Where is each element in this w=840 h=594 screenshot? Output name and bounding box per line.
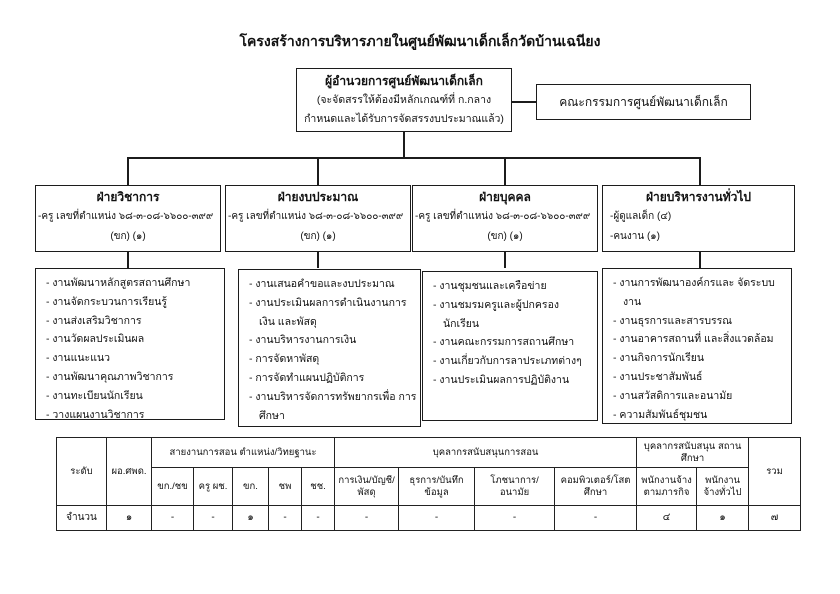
- duty-item: - งานแนะแนว: [46, 352, 111, 365]
- dept-staff-line: -ผู้ดูแลเด็ก (๔): [610, 211, 672, 222]
- sub-header: พนักงาน จ้างทั่วไป: [697, 468, 749, 506]
- duty-item: - งานทะเบียนนักเรียน: [46, 389, 143, 402]
- col-header-director: ผอ.ศพด.: [107, 438, 152, 506]
- col-group-support-school: บุคลากรสนับสนุน สถานศึกษา: [637, 438, 749, 468]
- sub-header: คอมพิวเตอร์/โสตศึกษา: [555, 468, 637, 506]
- duty-item: - งานประชาสัมพันธ์: [613, 370, 703, 383]
- director-box-line1: ผู้อำนวยการศูนย์พัฒนาเด็กเล็ก: [325, 74, 483, 88]
- col-header-level: ระดับ: [57, 438, 107, 506]
- col-group-support-teaching: บุคลากรสนับสนุนการสอน: [335, 438, 637, 468]
- cell-value: -: [152, 506, 194, 531]
- connector-line: [317, 157, 319, 185]
- sub-header: ครู ผช.: [194, 468, 233, 506]
- duty-item: - งานวัดผลประเมินผล: [46, 333, 145, 346]
- col-group-teaching: สายงานการสอน ตำแหน่ง/วิทยฐานะ: [152, 438, 335, 468]
- cell-value: -: [399, 506, 475, 531]
- dept-position-line: -ครู เลขที่ตำแหน่ง ๖๘-๓-๐๘-๖๖๐๐-๓๙๙: [228, 211, 404, 222]
- sub-header: ขก./ชข: [152, 468, 194, 506]
- committee-box: [536, 84, 751, 120]
- sub-header: โภชนาการ/อนามัย: [475, 468, 555, 506]
- duty-item: - การจัดหาพัสดุ: [249, 353, 320, 366]
- sub-header: ชช.: [302, 468, 335, 506]
- director-box: [296, 68, 512, 132]
- page-title: โครงสร้างการบริหารภายในศูนย์พัฒนาเด็กเล็กวัดบ้านเฉนียง: [239, 33, 601, 49]
- connector-line: [317, 251, 319, 268]
- duty-item: - งานส่งเสริมวิชาการ: [46, 314, 142, 327]
- duty-item: - งานจัดกระบวนการเรียนรู้: [46, 295, 168, 308]
- duty-box-budget: [238, 269, 421, 427]
- col-header-total: รวม: [749, 438, 801, 506]
- duty-item: - การจัดทำแผนปฏิบัติการ: [249, 371, 365, 384]
- duty-item: - งานชมรมครูและผู้ปกครองนักเรียน: [433, 298, 559, 330]
- table-row: [57, 506, 801, 531]
- connector-line: [504, 251, 506, 268]
- connector-line: [699, 157, 701, 185]
- dept-title: ฝ่ายวิชาการ: [96, 190, 160, 204]
- connector-line: [512, 101, 536, 103]
- cell-value: -: [269, 506, 302, 531]
- duty-item: - งานบริหารงานการเงิน: [249, 334, 357, 347]
- duty-item: - งานประเมินผลการดำเนินงานการเงิน และพัสดุ: [249, 296, 407, 328]
- sub-header: ชพ: [269, 468, 302, 506]
- cell-value: -: [555, 506, 637, 531]
- staffing-table: [56, 437, 801, 531]
- cell-value: -: [335, 506, 399, 531]
- director-box-line3: กำหนดและได้รับการจัดสรรงบประมาณแล้ว): [304, 113, 504, 125]
- duty-item: - วางแผนงานวิชาการ: [46, 408, 145, 421]
- cell-value: -: [475, 506, 555, 531]
- dept-count-line: (ขก) (๑): [110, 231, 146, 242]
- duty-item: - งานการพัฒนาองค์กรและ จัดระบบงาน: [613, 277, 775, 308]
- connector-line: [127, 157, 701, 159]
- duty-item: - งานพัฒนาหลักสูตรสถานศึกษา: [46, 277, 191, 289]
- connector-line: [699, 251, 701, 268]
- sub-header: การเงิน/บัญชี/พัสดุ: [335, 468, 399, 506]
- cell-value: ๗: [749, 506, 801, 531]
- dept-position-line: -ครู เลขที่ตำแหน่ง ๖๘-๓-๐๘-๖๖๐๐-๓๙๙: [415, 211, 591, 222]
- connector-line: [127, 251, 129, 268]
- duty-item: - งานบริหารจัดการทรัพยากรเพื่อ การศึกษา: [249, 390, 417, 422]
- sub-header: ธุรการ/บันทึกข้อมูล: [399, 468, 475, 506]
- dept-count-line: (ขก) (๑): [300, 231, 336, 242]
- duty-box-academic: [35, 268, 225, 420]
- duty-item: - งานคณะกรรมการสถานศึกษา: [433, 336, 575, 349]
- dept-count-line: (ขก) (๑): [487, 231, 523, 242]
- duty-item: - งานเกี่ยวกับการลาประเภทต่างๆ: [433, 355, 582, 368]
- dept-box-personnel: [412, 185, 598, 252]
- duty-item: - งานประเมินผลการปฏิบัติงาน: [433, 373, 570, 386]
- dept-box-budget: [225, 185, 411, 252]
- sub-header: ขก.: [233, 468, 269, 506]
- duty-item: - งานธุรการและสารบรรณ: [613, 314, 733, 327]
- cell-value: ๑: [697, 506, 749, 531]
- dept-title: ฝ่ายงบประมาณ: [277, 190, 359, 204]
- sub-header: พนักงานจ้าง ตามภารกิจ: [637, 468, 697, 506]
- connector-line: [504, 157, 506, 185]
- duty-item: - ความสัมพันธ์ชุมชน: [613, 408, 708, 421]
- cell-value: ๑: [107, 506, 152, 531]
- dept-box-academic: [35, 185, 221, 252]
- connector-line: [127, 157, 129, 185]
- duty-item: - งานเสนอคำขอและงบประมาณ: [249, 278, 395, 290]
- duty-box-personnel: [422, 271, 598, 421]
- duty-item: - งานพัฒนาคุณภาพวิชาการ: [46, 370, 174, 383]
- duty-item: - งานสวัสดิการและอนามัย: [613, 389, 733, 402]
- cell-value: -: [302, 506, 335, 531]
- row-label: จำนวน: [57, 506, 107, 531]
- duty-box-general-admin: [602, 268, 792, 424]
- connector-line: [403, 131, 405, 158]
- dept-title: ฝ่ายบริหารงานทั่วไป: [645, 190, 752, 204]
- dept-staff-line: -คนงาน (๑): [610, 231, 660, 242]
- director-box-line2: (จะจัดสรรให้ต้องมีหลักเกณฑ์ที่ ก.กลาง: [316, 94, 492, 106]
- cell-value: -: [194, 506, 233, 531]
- dept-box-general-admin: [602, 185, 795, 252]
- cell-value: ๑: [233, 506, 269, 531]
- dept-title: ฝ่ายบุคคล: [479, 190, 531, 204]
- committee-box-label: คณะกรรมการศูนย์พัฒนาเด็กเล็ก: [559, 94, 728, 109]
- cell-value: ๔: [637, 506, 697, 531]
- duty-item: - งานกิจการนักเรียน: [613, 352, 705, 365]
- duty-item: - งานอาคารสถานที่ และสิ่งแวดล้อม: [613, 333, 774, 346]
- dept-position-line: -ครู เลขที่ตำแหน่ง ๖๘-๓-๐๘-๖๖๐๐-๓๙๙: [38, 211, 214, 222]
- duty-item: - งานชุมชนและเครือข่าย: [433, 280, 547, 292]
